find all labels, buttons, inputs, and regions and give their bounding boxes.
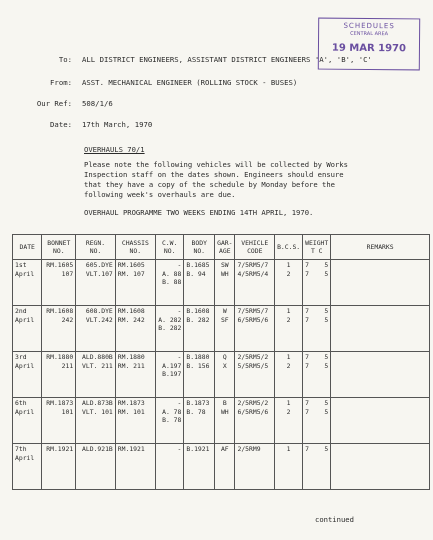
memo-line-2: Inspection staff on the dates shown. Engineers should ensure [84, 170, 344, 179]
header-body: BODY NO. [184, 235, 215, 260]
header-chassis: CHASSIS NO. [115, 235, 155, 260]
cell-cw: - A. 88 B. 88 [155, 260, 184, 306]
cell-garage: W SF [215, 306, 235, 352]
cell-garage: B WH [215, 398, 235, 444]
header-date: DATE [13, 235, 42, 260]
cell-remarks [331, 444, 430, 490]
to-value: ALL DISTRICT ENGINEERS, ASSISTANT DISTRICT ENGINEERS 'A', 'B', 'C' [82, 55, 372, 64]
table-row [13, 444, 430, 490]
date-value: 17th March, 1970 [82, 120, 153, 129]
cell-cw: - A. 78 B. 78 [155, 398, 184, 444]
table-row [13, 260, 430, 306]
cell-weight: 7 5 7 5 [303, 306, 331, 352]
cell-date: 6th April [13, 398, 42, 444]
cell-bonnet: RM.1880 211 [42, 352, 76, 398]
memo-line-4: following week's overhauls are due. [84, 190, 236, 199]
table-row [13, 352, 430, 398]
cell-garage: AF [215, 444, 235, 490]
header-vehicle-code: VEHICLE CODE [235, 235, 275, 260]
cell-regn: ALD.921B [76, 444, 116, 490]
cell-weight: 7 5 7 5 [303, 260, 331, 306]
cell-weight: 7 5 7 5 [303, 352, 331, 398]
cell-bcs: 1 2 [275, 398, 303, 444]
cell-bcs: 1 [275, 444, 303, 490]
header-bonnet: BONNET NO. [42, 235, 76, 260]
cell-chassis: RM.1608 RM. 242 [115, 306, 155, 352]
programme-title: OVERHAUL PROGRAMME TWO WEEKS ENDING 14TH APRIL, 1970. [84, 208, 314, 217]
cell-regn: 605.DYE VLT.107 [76, 260, 116, 306]
cell-body: B.1921 [184, 444, 215, 490]
to-label: To: [58, 55, 72, 64]
cell-cw: - A.197 B.197 [155, 352, 184, 398]
from-value: ASST. MECHANICAL ENGINEER (ROLLING STOCK - BUSES) [82, 78, 298, 87]
cell-weight: 7 5 [303, 444, 331, 490]
ref-label: Our Ref: [36, 99, 72, 108]
ref-value: 508/1/6 [82, 99, 113, 108]
cell-body: B.1880 B. 156 [184, 352, 215, 398]
cell-remarks [331, 306, 430, 352]
cell-bonnet: RM.1921 [42, 444, 76, 490]
cell-bcs: 1 2 [275, 306, 303, 352]
cell-body: B.1873 B. 78 [184, 398, 215, 444]
from-label: From: [50, 78, 72, 87]
stamp-subtitle: CENTRAL AREA [350, 30, 389, 38]
cell-garage: Q X [215, 352, 235, 398]
header-cw: C.W. NO. [155, 235, 184, 260]
cell-vehicle-code: 2/5RM5/2 5/5RM5/5 [235, 352, 275, 398]
memo-line-1: Please note the following vehicles will be collected by Works [84, 160, 348, 169]
cell-chassis: RM.1605 RM. 107 [115, 260, 155, 306]
header-regn: REGN. NO. [76, 235, 116, 260]
cell-regn: ALD.873B VLT. 101 [76, 398, 116, 444]
cell-remarks [331, 352, 430, 398]
cell-chassis: RM.1921 [115, 444, 155, 490]
cell-cw: - A. 282 B. 282 [155, 306, 184, 352]
cell-vehicle-code: 7/5RM5/7 4/5RM5/4 [235, 260, 275, 306]
table-row [13, 398, 430, 444]
table-header-row [13, 235, 430, 260]
cell-regn: 608.DYE VLT.242 [76, 306, 116, 352]
continued-note: continued [315, 515, 354, 524]
cell-bonnet: RM.1608 242 [42, 306, 76, 352]
stamp-title: SCHEDULES [343, 21, 395, 31]
memo-line-3: that they have a copy of the schedule by Monday before the [84, 180, 335, 189]
cell-bonnet: RM.1605 107 [42, 260, 76, 306]
cell-body: B.1685 B. 94 [184, 260, 215, 306]
table-row [13, 306, 430, 352]
cell-bonnet: RM.1873 101 [42, 398, 76, 444]
cell-bcs: 1 2 [275, 352, 303, 398]
cell-bcs: 1 2 [275, 260, 303, 306]
cell-date: 1st April [13, 260, 42, 306]
cell-weight: 7 5 7 5 [303, 398, 331, 444]
header-weight: WEIGHT T C [303, 235, 331, 260]
cell-vehicle-code: 2/5RM9 [235, 444, 275, 490]
cell-date: 2nd April [13, 306, 42, 352]
header-remarks: REMARKS [331, 235, 430, 260]
cell-remarks [331, 260, 430, 306]
date-label: Date: [50, 120, 72, 129]
memo-heading: OVERHAULS 70/1 [84, 145, 145, 154]
overhaul-table [12, 234, 430, 490]
header-bcs: B.C.S. [275, 235, 303, 260]
header-garage: GAR- AGE [215, 235, 235, 260]
cell-vehicle-code: 7/5RM5/7 6/5RM5/6 [235, 306, 275, 352]
cell-cw: - [155, 444, 184, 490]
cell-date: 7th April [13, 444, 42, 490]
cell-chassis: RM.1873 RM. 101 [115, 398, 155, 444]
cell-garage: SW WH [215, 260, 235, 306]
cell-remarks [331, 398, 430, 444]
cell-body: B.1608 B. 282 [184, 306, 215, 352]
cell-chassis: RM.1880 RM. 211 [115, 352, 155, 398]
stamp-date: 19 MAR 1970 [331, 42, 407, 55]
cell-regn: ALD.880B VLT. 211 [76, 352, 116, 398]
cell-date: 3rd April [13, 352, 42, 398]
cell-vehicle-code: 2/5RM5/2 6/5RM5/6 [235, 398, 275, 444]
